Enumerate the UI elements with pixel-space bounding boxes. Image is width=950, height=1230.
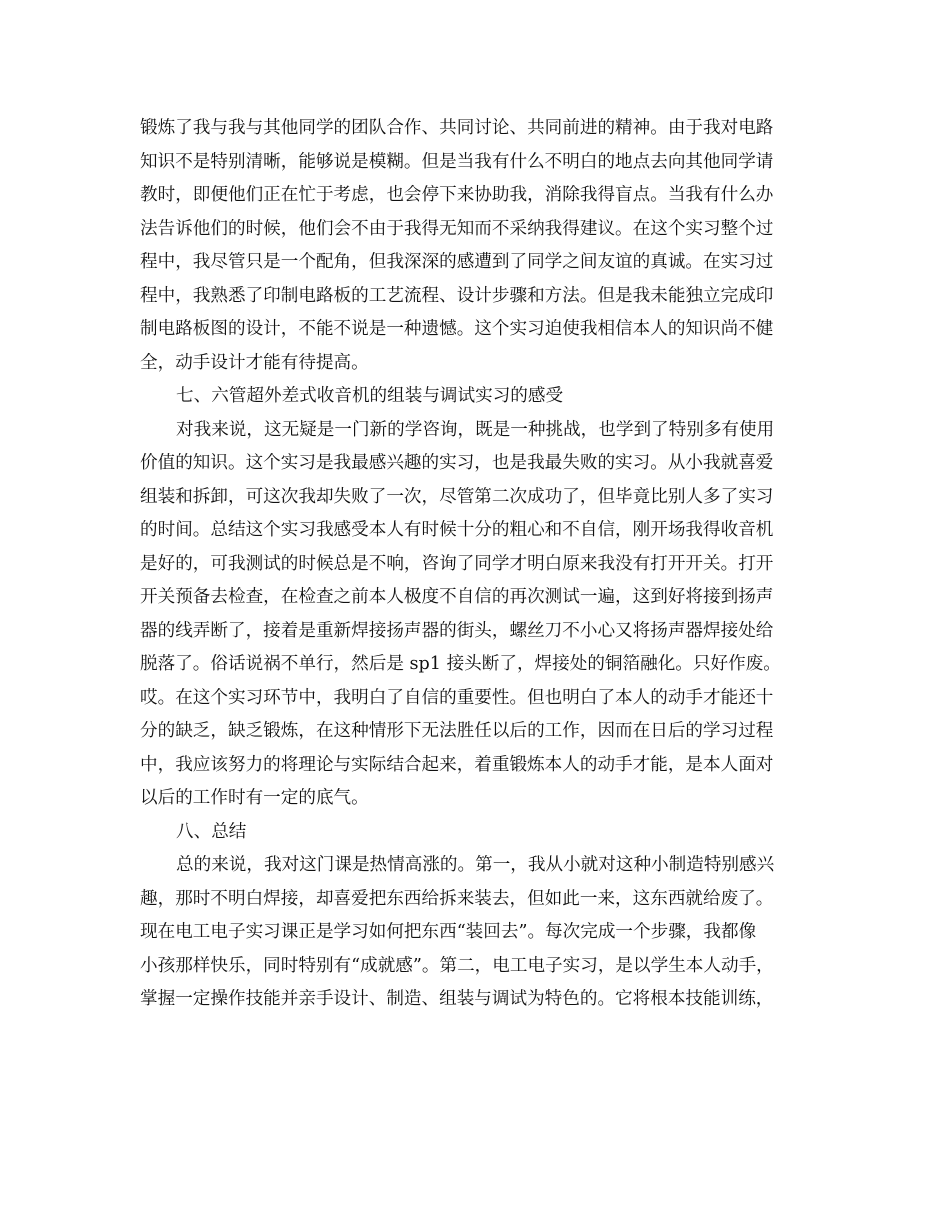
section-heading: 八、总结 — [176, 821, 247, 842]
paragraph-line: 是好的，可我测试的时候总是不响，咨询了同学才明白原来我没有打开开关。打开 — [140, 553, 774, 574]
paragraph-line: 对我来说，这无疑是一门新的学咨询，既是一种挑战，也学到了特别多有使用 — [176, 419, 775, 440]
paragraph-line: 总的来说，我对这门课是热情高涨的。第一，我从小就对这种小制造特别感兴 — [176, 855, 775, 875]
paragraph-line: 小孩那样快乐，同时特别有“成就感”。第二，电工电子实习，是以学生本人动手， — [140, 955, 774, 976]
paragraph-line: 程中，我尽管只是一个配角，但我深深的感遭到了同学之间友谊的真诚。在实习过 — [140, 252, 774, 272]
paragraph-line: 中，我应该努力的将理论与实际结合起来，着重锻炼本人的动手才能，是本人面对 — [140, 754, 774, 775]
paragraph-line: 全，动手设计才能有待提高。 — [140, 352, 369, 373]
paragraph-line: 知识不是特别清晰，能够说是模糊。但是当我有什么不明白的地点去向其他同学请 — [140, 151, 774, 172]
paragraph-line: 脱落了。俗话说祸不单行，然后是 sp1 接头断了，焊接处的铜箔融化。只好作废。 — [140, 654, 781, 674]
paragraph-line: 锻炼了我与我与其他同学的团队合作、共同讨论、共同前进的精神。由于我对电路 — [140, 118, 774, 138]
paragraph-line: 现在电工电子实习课正是学习如何把东西“装回去”。每次完成一个步骤，我都像 — [140, 922, 757, 942]
paragraph-line: 以后的工作时有一定的底气。 — [140, 788, 369, 808]
paragraph-line: 的时间。总结这个实习我感受本人有时候十分的粗心和不自信，刚开场我得收音机 — [140, 520, 774, 540]
paragraph-line: 掌握一定操作技能并亲手设计、制造、组装与调试为特色的。它将根本技能训练， — [140, 989, 774, 1009]
paragraph-line: 程中，我熟悉了印制电路板的工艺流程、设计步骤和方法。但是我未能独立完成印 — [140, 285, 774, 306]
paragraph-line: 趣，那时不明白焊接，却喜爱把东西给拆来装去，但如此一来，这东西就给废了。 — [140, 888, 774, 909]
paragraph-line: 法告诉他们的时候，他们会不由于我得无知而不采纳我得建议。在这个实习整个过 — [140, 218, 774, 239]
paragraph-line: 价值的知识。这个实习是我最感兴趣的实习，也是我最失败的实习。从小我就喜爱 — [140, 453, 774, 473]
paragraph-line: 器的线弄断了，接着是重新焊接扬声器的街头，螺丝刀不小心又将扬声器焊接处给 — [140, 620, 774, 641]
paragraph-line: 开关预备去检查，在检查之前本人极度不自信的再次测试一遍，这到好将接到扬声 — [140, 587, 774, 607]
document-page — [140, 112, 812, 1017]
paragraph-line: 教时，即便他们正在忙于考虑，也会停下来协助我，消除我得盲点。当我有什么办 — [140, 185, 774, 205]
paragraph-line: 组装和拆卸，可这次我却失败了一次，尽管第二次成功了，但毕竟比别人多了实习 — [140, 486, 774, 507]
section-heading: 七、六管超外差式收音机的组装与调试实习的感受 — [176, 386, 564, 406]
paragraph-line: 分的缺乏，缺乏锻炼，在这种情形下无法胜任以后的工作，因而在日后的学习过程 — [140, 721, 774, 741]
paragraph-line: 哎。在这个实习环节中，我明白了自信的重要性。但也明白了本人的动手才能还十 — [140, 687, 774, 708]
paragraph-line: 制电路板图的设计，不能不说是一种遗憾。这个实习迫使我相信本人的知识尚不健 — [140, 319, 774, 339]
